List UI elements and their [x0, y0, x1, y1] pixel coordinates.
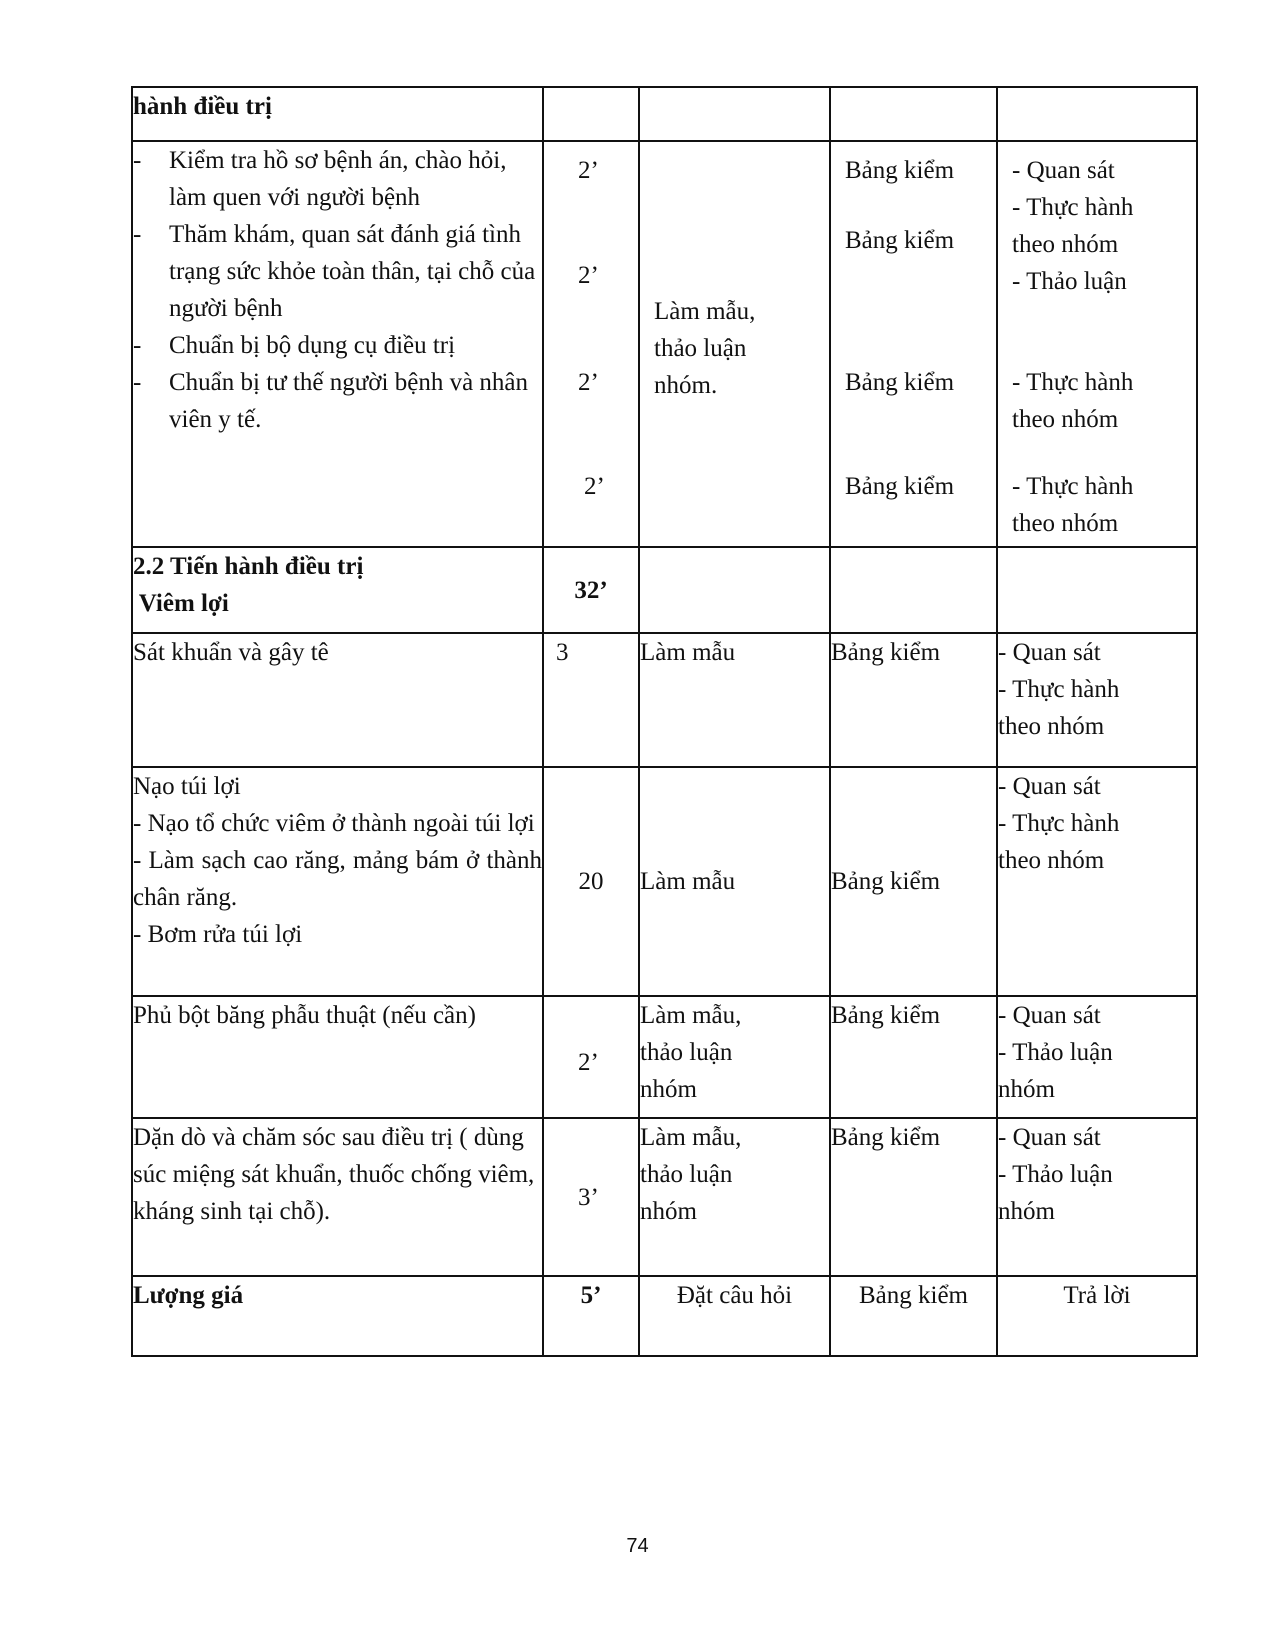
evaluation-cell: Bảng kiểm	[830, 633, 997, 767]
list-item: - Chuẩn bị bộ dụng cụ điều trị	[133, 332, 456, 359]
method-cell: Làm mẫu	[639, 767, 830, 996]
activity-cell: - Quan sát - Thực hành theo nhóm	[997, 767, 1197, 996]
time-cell: 2’	[543, 996, 639, 1118]
method-cell: Làm mẫu, thảo luận nhóm	[639, 996, 830, 1118]
activity-cell: Trả lời	[997, 1276, 1197, 1356]
method-cell: Làm mẫu, thảo luận nhóm.	[639, 141, 830, 547]
content-cell: hành điều trị	[132, 87, 543, 141]
content-cell: Dặn dò và chăm sóc sau điều trị ( dùng súc miệng sát khuẩn, thuốc chống viêm, kháng sinh tại chỗ).	[132, 1118, 543, 1276]
list-item: - Thăm khám, quan sát đánh giá tình trạng sức khỏe toàn thân, tại chỗ của người bệnh	[133, 221, 536, 322]
method-cell	[639, 547, 830, 633]
section-title-cell: 2.2 Tiến hành điều trị Viêm lợi	[132, 547, 543, 633]
evaluation-cell: Bảng kiểm	[830, 1276, 997, 1356]
evaluation-cell: Bảng kiểm	[830, 1118, 997, 1276]
content-cell: Sát khuẩn và gây tê	[132, 633, 543, 767]
activity-cell: - Quan sát - Thảo luận nhóm	[997, 996, 1197, 1118]
lesson-plan-table	[131, 86, 1198, 1357]
table-row	[132, 1276, 1197, 1356]
method-cell: Làm mẫu	[639, 633, 830, 767]
activity-cell	[997, 87, 1197, 141]
table-row	[132, 996, 1197, 1118]
content-cell: Lượng giá	[132, 1276, 543, 1356]
list-item: - Kiểm tra hồ sơ bệnh án, chào hỏi, làm quen với người bệnh	[133, 147, 507, 211]
content-cell: Nạo túi lợi - Nạo tổ chức viêm ở thành ngoài túi lợi - Làm sạch cao răng, mảng bám ở thành chân răng. - Bơm rửa túi lợi	[132, 767, 543, 996]
evaluation-cell	[830, 547, 997, 633]
page-number: 74	[626, 1535, 649, 1557]
time-cell	[543, 87, 639, 141]
activity-cell: - Quan sát - Thực hành theo nhóm	[997, 633, 1197, 767]
table-row	[132, 87, 1197, 141]
table-row	[132, 141, 1197, 547]
time-cell: 3	[543, 633, 639, 767]
table-row	[132, 547, 1197, 633]
method-cell: Làm mẫu, thảo luận nhóm	[639, 1118, 830, 1276]
activity-cell: - Quan sát - Thực hành theo nhóm - Thảo luận - Thực hành theo nhóm - Thực hành theo nhóm	[997, 141, 1197, 547]
content-cell	[132, 141, 543, 547]
activity-cell: - Quan sát - Thảo luận nhóm	[997, 1118, 1197, 1276]
time-cell: 20	[543, 767, 639, 996]
method-cell: Đặt câu hỏi	[639, 1276, 830, 1356]
table-row	[132, 1118, 1197, 1276]
list-item: - Chuẩn bị tư thế người bệnh và nhân viên y tế.	[133, 369, 529, 433]
evaluation-cell	[830, 87, 997, 141]
evaluation-cell: Bảng kiểm	[830, 767, 997, 996]
table-row	[132, 633, 1197, 767]
table-row	[132, 767, 1197, 996]
time-cell: 5’	[543, 1276, 639, 1356]
evaluation-cell: Bảng kiểm Bảng kiểm Bảng kiểm Bảng kiểm	[830, 141, 997, 547]
method-cell	[639, 87, 830, 141]
time-cell: 3’	[543, 1118, 639, 1276]
evaluation-cell: Bảng kiểm	[830, 996, 997, 1118]
activity-cell	[997, 547, 1197, 633]
content-cell: Phủ bột băng phẫu thuật (nếu cần)	[132, 996, 543, 1118]
time-cell: 2’ 2’ 2’ 2’	[543, 141, 639, 547]
time-cell: 32’	[543, 547, 639, 633]
